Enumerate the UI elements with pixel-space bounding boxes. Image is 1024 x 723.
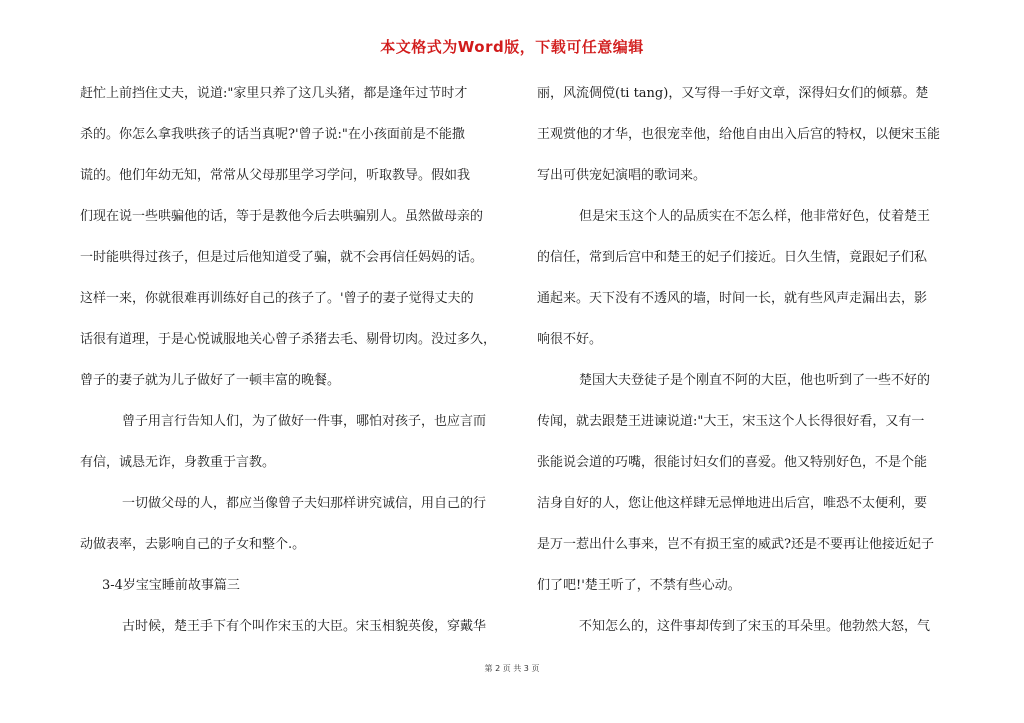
text-line: 一时能哄得过孩子，但是过后他知道受了骗，就不会再信任妈妈的话。 [80,250,484,265]
text-line: 不知怎么的，这件事却传到了宋玉的耳朵里。他勃然大怒，气 [579,619,931,634]
section-heading: 3-4岁宝宝睡前故事篇三 [102,578,240,593]
text-line: 王观赏他的才华，也很宠幸他，给他自由出入后宫的特权，以便宋玉能 [537,127,941,142]
text-line: 洁身自好的人，您让他这样肆无忌惮地进出后宫，唯恐不太便利，要 [537,496,928,511]
text-line: 写出可供宠妃演唱的歌词来。 [537,168,707,183]
text-line: 丽，风流倜傥(ti tang)，又写得一手好文章，深得妇女们的倾慕。楚 [537,86,929,101]
text-line: 一切做父母的人，都应当像曾子夫妇那样讲究诚信，用自己的行 [122,496,487,511]
text-line: 曾子的妻子就为儿子做好了一顿丰富的晚餐。 [80,373,341,388]
text-line: 动做表率，去影响自己的子女和整个.。 [80,537,306,552]
text-line: 是万一惹出什么事来，岂不有损王室的威武?还是不要再让他接近妃子 [537,537,934,552]
text-line: 们现在说一些哄骗他的话，等于是教他今后去哄骗别人。虽然做母亲的 [80,209,484,224]
text-line: 古时候，楚王手下有个叫作宋玉的大臣。宋玉相貌英俊，穿戴华 [122,619,487,634]
text-line: 谎的。他们年幼无知，常常从父母那里学习学问，听取教导。假如我 [80,168,471,183]
page-number-footer: 第 2 页 共 3 页 [484,664,540,673]
text-line: 这样一来，你就很难再训练好自己的孩子了。'曾子的妻子觉得丈夫的 [80,291,474,306]
text-line: 的信任，常到后宫中和楚王的妃子们接近。日久生情，竟跟妃子们私 [537,250,928,265]
text-line: 但是宋玉这个人的品质实在不怎么样，他非常好色，仗着楚王 [579,209,931,224]
text-line: 赶忙上前挡住丈夫，说道:"家里只养了这几头猪，都是逢年过节时才 [80,86,468,101]
text-line: 们了吧!'楚王听了，不禁有些心动。 [537,578,741,593]
text-line: 张能说会道的巧嘴，很能讨妇女们的喜爱。他又特别好色，不是个能 [537,455,928,470]
left-column [80,73,512,647]
text-line: 曾子用言行告知人们，为了做好一件事，哪怕对孩子，也应言而 [122,414,487,429]
text-line: 响很不好。 [537,332,603,347]
right-column [537,73,969,647]
page-banner: 本文格式为Word版，下载可任意编辑 [380,38,644,56]
text-line: 有信，诚恳无诈，身教重于言教。 [80,455,276,470]
text-line: 杀的。你怎么拿我哄孩子的话当真呢?'曾子说:"在小孩面前是不能撒 [80,127,465,142]
text-line: 传闻，就去跟楚王进谏说道:"大王，宋玉这个人长得很好看，又有一 [537,414,925,429]
text-line: 通起来。天下没有不透风的墙，时间一长，就有些风声走漏出去，影 [537,291,928,306]
text-line: 话很有道理，于是心悦诚服地关心曾子杀猪去毛、剔骨切肉。没过多久， [80,332,497,347]
text-line: 楚国大夫登徒子是个刚直不阿的大臣，他也听到了一些不好的 [579,373,931,388]
